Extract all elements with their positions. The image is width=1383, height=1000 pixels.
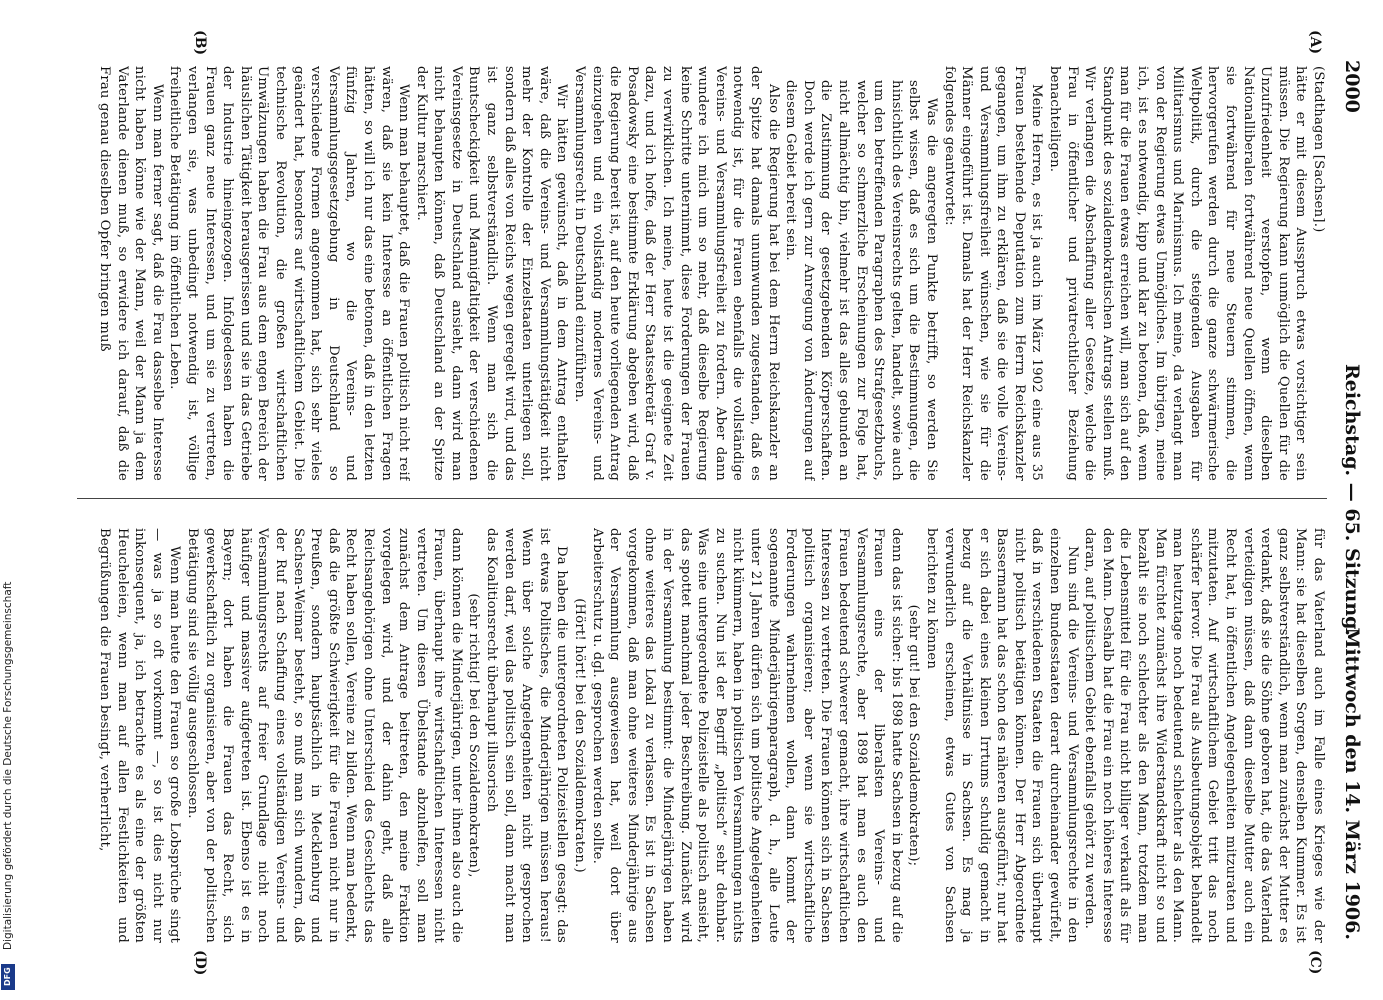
right-column <box>77 528 1327 943</box>
margin-marker-b: (B) <box>192 30 208 56</box>
paragraph: Wir hätten gewünscht, daß in dem Antrag enthalten wäre, daß die Vereins- und Versammlungstätigkeit nicht mehr der Kontrolle der Einzelstaaten unterliegen soll, sondern daß alles von Reichs wegen geregelt wird, und das ist ganz selbstverständlich. Wenn man sich die Buntscheckigkeit und Mannigfaltigkeit der verschiedenen Vereinsgesetze in Deutschland ansieht, dann wird man nicht behaupten können, daß Deutschland an der Spitze der Kultur marschiert. <box>413 66 570 481</box>
paragraph: Nun sind die Vereins- und Versammlungsrechte in den einzelnen Bundesstaaten derart durcheinander gewürfelt, daß in verschiedenen Staaten die Frauen sich überhaupt nicht politisch betätigen können. Der Herr Abgeordnete Bassermann hat das schon des näheren ausgeführt; nur hat er sich dabei eines kleinen Irrtums schuldig gemacht in bezug auf die Verhältnisse in Sachsen. Es mag ja verwunderlich erscheinen, etwas Gutes von Sachsen berichten zu können <box>923 528 1080 943</box>
page-number: 2000 <box>1341 60 1363 113</box>
column-divider <box>77 498 1327 499</box>
paragraph: Wenn man heute den Frauen so große Lobsprüche singt — was ja so oft vorkommt —, so ist dies nicht nur inkonsequent, ja, ich betrachte es als eine der größten Heucheleien, wenn man auf allen Festlichkeiten und Begrüßungen die Frauen besingt, verherrlicht, <box>97 528 183 943</box>
margin-marker-d: (D) <box>192 950 208 976</box>
running-title: Reichstag. — 65. Sitzung. <box>1341 363 1363 637</box>
digitization-credit-strip <box>0 581 16 1000</box>
interjection: (sehr gut! bei den Sozialdemokraten); <box>906 604 922 867</box>
paragraph: Wenn man behauptet, daß die Frauen politisch nicht reif wären, daß sie kein Interesse an öffentlichen Fragen hätten, so will ich nur das eine betonen, daß in den letzten fünfzig Jahren, wo die Vereins- und Versammlungsgesetzgebung in Deutschland so verschiedene Formen angenommen hat, sich sehr vieles geändert hat, besonders auf wirtschaftlichem Gebiet. Die technische Revolution, die großen wirtschaftlichen Umwälzungen haben die Frau aus dem engen Bereich der häuslichen Tätigkeit herausgerissen und sie in das Getriebe der Industrie hineingezogen. Infolgedessen haben die Frauen ganz neue Interessen, und um sie zu vertreten, verlangen sie, was unbedingt notwendig ist, völlige freiheitliche Betätigung im öffentlichen Leben. <box>167 66 412 481</box>
margin-marker-a: (A) <box>1307 30 1323 55</box>
paragraph: hätte er mit diesem Ausspruch etwas vorsichtiger sein müssen. Die Regierung kann unmöglich die Quellen für die Unzufriedenheit verstopfen, wenn dieselben Nationalliberalen fortwährend neue Quellen öffnen, wenn sie fortwährend für neue Steuern stimmen, die hervorgerufen werden durch die ganze schwärmerische Weltpolitik, durch die steigenden Ausgaben für Militarismus und Marinismus. Ich meine, da verlangt man von der Regierung etwas Unmögliches. Im übrigen, meine ich, ist es notwendig, kipp und klar zu betonen, daß, wenn man für die Frauen etwas erreichen will, man sich auf den Standpunkt des sozialdemokratischen Antrags stellen muß. Wir verlangen die Abschaffung aller Gesetze, welche die Frau in öffentlicher und privatrechtlicher Beziehung benachteiligen. <box>1047 66 1309 481</box>
paragraph: Da haben die untergeordneten Polizeistellen gesagt: das ist etwas Politisches, die Minderjährigen müssen heraus! Wenn über solche Angelegenheiten nicht gesprochen werden darf, weil das politisch sein soll, dann macht man das Koalitionsrecht überhaupt illusorisch <box>484 528 570 943</box>
left-column <box>77 66 1327 481</box>
interjection: (sehr richtig! bei den Sozialdemokraten), <box>466 593 482 878</box>
paragraph: Wenn man ferner sagt, daß die Frau dasselbe Interesse nicht haben könne wie der Mann, weil der Mann ja dem Vaterlande dienen muß, so erwidere ich darauf, daß die Frau genau dieselben Opfer bringen muß <box>97 66 165 481</box>
margin-marker-c: (C) <box>1307 950 1323 975</box>
interjection: (Hört! hört! bei den Sozialdemokraten.) <box>572 598 588 873</box>
session-date: Mittwoch den 14. März 1906. <box>1341 627 1363 940</box>
page-header <box>1333 60 1363 940</box>
dfg-logo: DFG <box>1 964 15 990</box>
paragraph: denn das ist sicher: bis 1898 hatte Sachsen in bezug auf die Frauen eins der liberalsten Vereins- und Versammlungsrechte, aber 1898 hat man es auch den Frauen bedeutend schwerer gemacht, ihre wirtschaftlichen Interessen zu vertreten. Die Frauen können sich in Sachsen politisch organisieren; aber wenn sie wirtschaftliche Forderungen wahrnehmen wollen, dann kommt der sogenannte Minderjährigenparagraph, d. h., alle Leute unter 21 Jahren dürfen sich um politische Angelegenheiten nicht kümmern, haben in politischen Versammlungen nichts zu suchen. Nun ist der Begriff „politisch“ sehr dehnbar. Was eine untergeordnete Polizeistelle als politisch ansieht, das spottet manchmal jeder Beschreibung. Zunächst wird in der Versammlung bestimmt: die Minderjährigen haben ohne weiteres das Lokal zu verlassen. Es ist in Sachsen vorgekommen, daß man ohne weiteres Minderjährige aus der Versammlung ausgewiesen hat, weil dort über Arbeiterschutz u. dgl. gesprochen werden sollte. <box>589 528 904 943</box>
quote-paragraph: Was die angeregten Punkte betrifft, so werden Sie selbst wissen, daß es sich um die Bestimmungen, die hinsichtlich des Vereinsrechts gelten, handelt, sowie auch um den betreffenden Paragraphen des Strafgesetzbuchs, welcher so schmerzliche Erscheinungen zur Folge hat, nicht allmächtig bin, vielmehr ist das alles gebunden an die Zustimmung der gesetzgebenden Körperschaften. Doch werde ich gern zur Anregung von Änderungen auf diesem Gebiet bereit sein. <box>783 80 939 481</box>
paragraph: Meine Herren, es ist ja auch im März 1902 eine aus 35 Frauen bestehende Deputation zum Herrn Reichskanzler gegangen, um ihm zu erklären, daß sie die volle Vereins- und Versammlungsfreiheit wünschen, wie sie für die Männer eingeführt ist. Damals hat der Herr Reichskanzler folgendes geantwortet: <box>941 66 1045 481</box>
credit-text: Digitalisierung gefördert durch die Deutsche Forschungsgemeinschaft <box>2 581 14 950</box>
speaker-line: (Stadthagen [Sachsen].) <box>1311 66 1326 233</box>
paragraph: Also die Regierung hat bei dem Herrn Reichskanzler an der Spitze hat damals unumwunden zugestanden, daß es notwendig ist, für die Frauen ebenfalls die vollständige Vereins- und Versammlungsfreiheit zu fordern. Aber dann wundere ich mich um so mehr, daß dieselbe Regierung keine Schritte unternimmt, diese Forderungen der Frauen zu verwirklichen. Ich meine, heute ist die geeignete Zeit dazu, und ich hoffe, daß der Herr Staatssekretär Graf v. Posadowsky eine bestimmte Erklärung abgeben wird, daß die Regierung bereit ist, auf den heute vorliegenden Antrag einzugehen und ein vollständig modernes Vereins- und Versammlungsrecht in Deutschland einzuführen. <box>572 66 781 481</box>
paragraph: dann können die Minderjährigen, unter ihnen also auch die Frauen, überhaupt ihre wirtschaftlichen Interessen nicht vertreten. Um diesen Übelstande abzuhelfen, soll man zunächst dem Antrage beitreten, den meine Fraktion vorgelegen wird, und der dahin geht, daß alle Reichsangehörigen ohne Unterschied des Geschlechts das Recht haben sollen, Vereine zu bilden. Wenn man bedenkt, daß die größte Schwierigkeit für die Frauen nicht nur in Preußen, sondern hauptsächlich in Mecklenburg und Sachsen-Weimar besteht, so muß man sich wundern, daß der Ruf nach Schaffung eines vollständigen Vereins- und Versammlungsrechts auf freier Grundlage nicht noch häufiger und massiver aufgetreten ist. Ebenso ist es in Bayern; dort haben die Frauen das Recht, sich gewerkschaftlich zu organisieren, aber von der politischen Betätigung sind sie völlig ausgeschlossen. <box>185 528 464 943</box>
paragraph: für das Vaterland auch im Falle eines Krieges wie der Mann: sie hat dieselben Sorgen, denselben Kummer. Es ist ganz selbstverständlich, wenn man zunächst der Mutter es verdankt, daß sie die Söhne geboren hat, die das Vaterland verteidigen müssen, daß dann dieselbe Mutter auch ein Recht hat, in öffentlichen Angelegenheiten mitzuraten und mitzutaten. Auf wirtschaftlichem Gebiet tritt das noch schärfer hervor. Die Frau als Ausbeutungsobjekt behandelt man heutzutage noch bedeutend schlechter als den Mann. Man fürchtet zunächst ihre Widerstandskraft nicht so und bezahlt sie noch schlechter als den Mann, trotzdem man die Lebensmittel für die Frau nicht billiger verkauft als für den Mann. Deshalb hat die Frau ein noch höheres Interesse daran, auf politischem Gebiet ebenfalls gehört zu werden. <box>1082 528 1326 943</box>
